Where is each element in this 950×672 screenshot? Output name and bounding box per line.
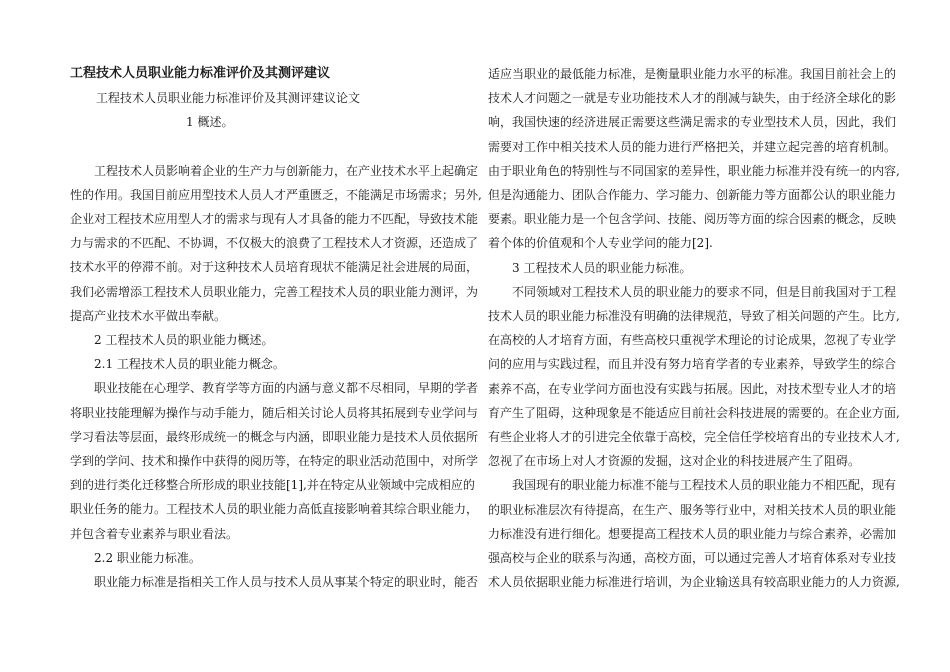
text-line: 响，我国快速的经济进展正需要这些满足需求的专业型技术人员，因此，我们: [488, 115, 897, 130]
text-line: 2.1 工程技术人员的职业能力概念。: [94, 357, 285, 372]
text-line: 提高产业技术水平做出奉献。: [70, 308, 227, 323]
left-body-text: [70, 159, 482, 595]
text-line: 并包含着专业素养与职业看法。: [70, 526, 239, 541]
text-line: 着个体的价值观和个人专业学问的能力[2].: [488, 236, 713, 251]
text-line: 的职业标准层次有待提高，在生产、服务等行业中，对相关技术人员的职业能: [488, 502, 897, 517]
text-line: 要素。职业能力是一个包含学问、技能、阅历等方面的综合因素的概念，反映: [488, 212, 897, 227]
text-line: 强高校与企业的联系与沟通，高校方面，可以通过完善人才培育体系对专业技: [488, 551, 897, 566]
text-line: 力标准没有进行细化。想要提高工程技术人员的职业能力与综合素养，必需加: [488, 526, 897, 541]
right-column: [488, 62, 900, 594]
text-line: 3 工程技术人员的职业能力标准。: [512, 260, 692, 275]
text-line: 术人员依据职业能力标准进行培训，为企业输送具有较高职业能力的人力资源,: [488, 575, 900, 590]
text-line: 不同领域对工程技术人员的职业能力的要求不同，但是目前我国对于工程: [512, 284, 897, 299]
right-body-text: [488, 62, 900, 594]
text-line: 职业技能在心理学、教育学等方面的内涵与意义都不尽相同，早期的学者: [94, 381, 479, 396]
section-1-heading: 1 概述。: [186, 115, 234, 130]
text-line: 职业任务的能力。工程技术人员的职业能力高低直接影响着其综合职业能力，: [70, 502, 479, 517]
text-line: 学习看法等层面，最终形成统一的概念与内涵，即职业能力是技术人员依据所: [70, 429, 479, 444]
text-line: 学到的学问、技术和操作中获得的阅历等，在特定的职业活动范围中，对所学: [70, 454, 479, 469]
text-line: 适应当职业的最低能力标准，是衡量职业能力水平的标准。我国目前社会上的: [488, 67, 897, 81]
text-line: 将职业技能理解为操作与动手能力，随后相关讨论人员将其拓展到专业学问与: [70, 405, 479, 420]
text-line: 但是沟通能力、团队合作能力、学习能力、创新能力等方面都公认的职业能力: [488, 188, 897, 203]
text-line: 育产生了阻碍，这种现象是不能适应目前社会科技进展的需要的。在企业方面,: [488, 405, 900, 420]
text-line: 忽视了在市场上对人才资源的发掘，这对企业的科技进展产生了阻碍。: [488, 454, 861, 469]
document-title: 工程技术人员职业能力标准评价及其测评建议: [70, 66, 331, 81]
spacer: [70, 135, 462, 159]
text-line: 需要对工作中相关技术人员的能力进行严格把关，并建立起完善的培育机制。: [488, 139, 897, 154]
left-column: [70, 62, 482, 594]
text-line: 企业对工程技术应用型人才的需求与现有人才具备的能力不匹配，导致技术能: [70, 212, 479, 227]
text-line: 职业能力标准是指相关工作人员与技术人员从事某个特定的职业时，能否: [94, 575, 479, 590]
text-line: 2.2 职业能力标准。: [94, 550, 201, 565]
text-line: 我们必需增添工程技术人员职业能力，完善工程技术人员的职业能力测评，为: [70, 284, 479, 299]
text-line: 技术水平的停滞不前。对于这种技术人员培育现状不能满足社会进展的局面，: [70, 260, 479, 275]
document-subtitle: 工程技术人员职业能力标准评价及其测评建议论文: [96, 91, 361, 106]
text-line: 到的进行类化迁移整合所形成的职业技能[1],并在特定从业领域中完成相应的: [70, 478, 475, 493]
text-line: 有些企业将人才的引进完全依靠于高校，完全信任学校培育出的专业技术人才,: [488, 430, 900, 445]
text-line: 由于职业角色的特别性与不同国家的差异性，职业能力标准并没有统一的内容,: [488, 163, 900, 178]
text-line: 素养不高，在专业学问方面也没有实践与拓展。因此，对技术型专业人才的培: [488, 381, 897, 396]
text-line: 在高校的人才培育方面，有些高校只重视学术理论的讨论成果，忽视了专业学: [488, 333, 897, 348]
text-line: 技术人员的职业能力标准没有明确的法律规范，导致了相关问题的产生。比方,: [488, 309, 900, 324]
text-line: 技术人才问题之一就是专业功能技术人才的削减与缺失，由于经济全球化的影: [488, 91, 897, 106]
text-line: 问的应用与实践过程，而且并没有努力培育学者的专业素养，导致学生的综合: [488, 357, 897, 372]
text-line: 性的作用。我国目前应用型技术人员人才严重匮乏，不能满足市场需求；另外,: [70, 187, 482, 202]
text-line: 2 工程技术人员的职业能力概述。: [94, 333, 274, 348]
text-line: 工程技术人员影响着企业的生产力与创新能力，在产业技术水平上起确定: [94, 163, 479, 178]
text-line: 我国现有的职业能力标准不能与工程技术人员的职业能力不相匹配，现有: [512, 478, 897, 493]
text-line: 力与需求的不匹配、不协调，不仅极大的浪费了工程技术人才资源，还造成了: [70, 236, 479, 251]
